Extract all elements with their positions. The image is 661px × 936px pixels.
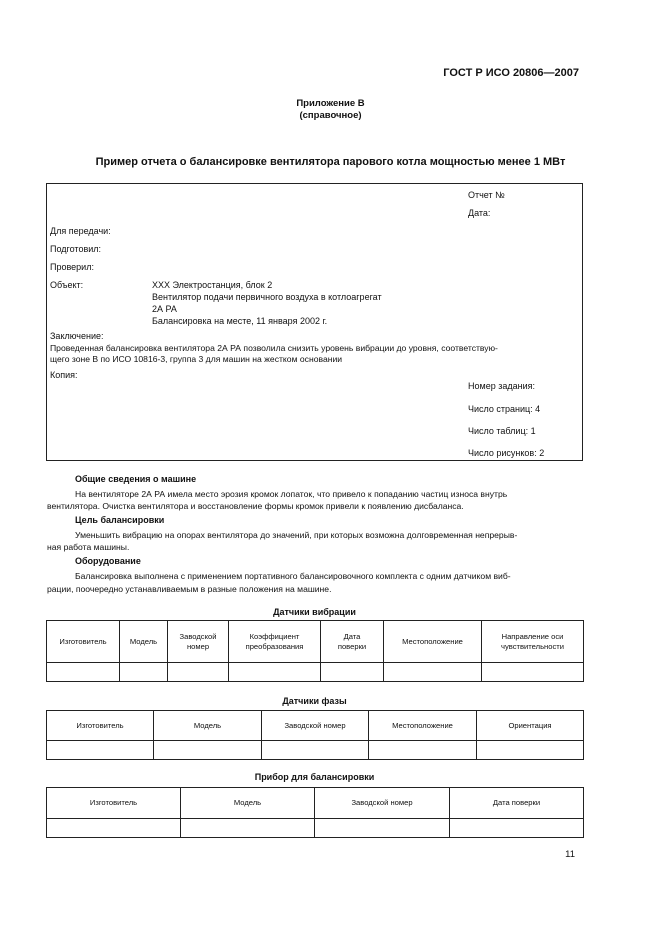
table-cell (181, 819, 315, 838)
prepared-label: Подготовил: (50, 244, 102, 254)
table-cell (321, 663, 384, 682)
table-cell (450, 819, 584, 838)
column-header: Заводской номер (168, 621, 229, 663)
column-header: Заводской номер (315, 788, 450, 819)
general-heading: Общие сведения о машине (75, 474, 197, 484)
for-transfer-label: Для передачи: (50, 226, 111, 236)
goal-line: ная работа машины. (47, 542, 130, 552)
column-header: Модель (181, 788, 315, 819)
balancing-device-caption: Прибор для балансировки (254, 772, 375, 782)
table-cell (120, 663, 168, 682)
report-date-label: Дата: (468, 208, 491, 218)
column-header: Направление оси чувствительности (482, 621, 584, 663)
copy-label: Копия: (50, 370, 78, 380)
general-line: На вентиляторе 2А РА имела место эрозия кромок лопаток, что привело к попаданию частиц износа внутрь (75, 489, 508, 499)
table-cell (482, 663, 584, 682)
table-cell (47, 741, 154, 760)
task-number-label: Номер задания: (468, 381, 535, 391)
column-header: Изготовитель (47, 788, 181, 819)
column-header: Дата поверки (321, 621, 384, 663)
phase-sensors-table (46, 710, 584, 760)
table-cell (315, 819, 450, 838)
table-cell (262, 741, 369, 760)
table-cell (47, 819, 181, 838)
goal-line: Уменьшить вибрацию на опорах вентилятора до значений, при которых возможна долговременная непрерыв- (75, 530, 518, 540)
document-title: Пример отчета о балансировке вентилятора парового котла мощностью менее 1 МВт (95, 156, 566, 168)
object-line: ХХХ Электростанция, блок 2 (152, 280, 273, 290)
object-label: Объект: (50, 280, 84, 290)
standard-number: ГОСТ Р ИСО 20806—2007 (443, 67, 579, 79)
equipment-line: Балансировка выполнена с применением портативного балансировочного комплекта с одним датчиком виб- (75, 571, 511, 581)
conclusion-line: Проведенная балансировка вентилятора 2А РА позволила снизить уровень вибрации до уровня, соответствую- (50, 343, 498, 353)
object-line: 2А РА (152, 304, 177, 314)
annex-subtitle: (справочное) (299, 110, 362, 121)
annex-title: Приложение В (296, 98, 365, 109)
column-header: Изготовитель (47, 621, 120, 663)
vibration-sensors-table (46, 620, 584, 682)
equipment-line: рации, поочередно устанавливаемым в разные положения на машине. (47, 584, 332, 594)
phase-sensors-caption: Датчики фазы (282, 696, 347, 706)
object-line: Балансировка на месте, 11 января 2002 г. (152, 316, 328, 326)
column-header: Коэффициент преобразования (229, 621, 321, 663)
table-cell (47, 663, 120, 682)
table-cell (369, 741, 477, 760)
page-number: 11 (565, 849, 575, 860)
tables-count: Число таблиц: 1 (468, 426, 536, 436)
column-header: Изготовитель (47, 711, 154, 741)
vibration-sensors-caption: Датчики вибрации (273, 607, 356, 617)
table-cell (384, 663, 482, 682)
balancing-device-table (46, 787, 584, 838)
goal-heading: Цель балансировки (75, 515, 165, 525)
column-header: Модель (154, 711, 262, 741)
table-cell (229, 663, 321, 682)
table-cell (168, 663, 229, 682)
conclusion-label: Заключение: (50, 331, 104, 341)
checked-label: Проверил: (50, 262, 94, 272)
table-cell (477, 741, 584, 760)
column-header: Местоположение (384, 621, 482, 663)
table-cell (154, 741, 262, 760)
pages-count: Число страниц: 4 (468, 404, 541, 414)
object-line: Вентилятор подачи первичного воздуха в котлоагрегат (152, 292, 382, 302)
column-header: Заводской номер (262, 711, 369, 741)
conclusion-line: щего зоне В по ИСО 10816-3, группа 3 для машин на жестком основании (50, 354, 343, 364)
report-number-label: Отчет № (468, 190, 505, 200)
column-header: Ориентация (477, 711, 584, 741)
figures-count: Число рисунков: 2 (468, 448, 545, 458)
column-header: Дата поверки (450, 788, 584, 819)
column-header: Местоположение (369, 711, 477, 741)
column-header: Модель (120, 621, 168, 663)
general-line: вентилятора. Очистка вентилятора и восстановление формы кромок привели к появлению дисбаланса. (47, 501, 464, 511)
equipment-heading: Оборудование (75, 556, 141, 566)
